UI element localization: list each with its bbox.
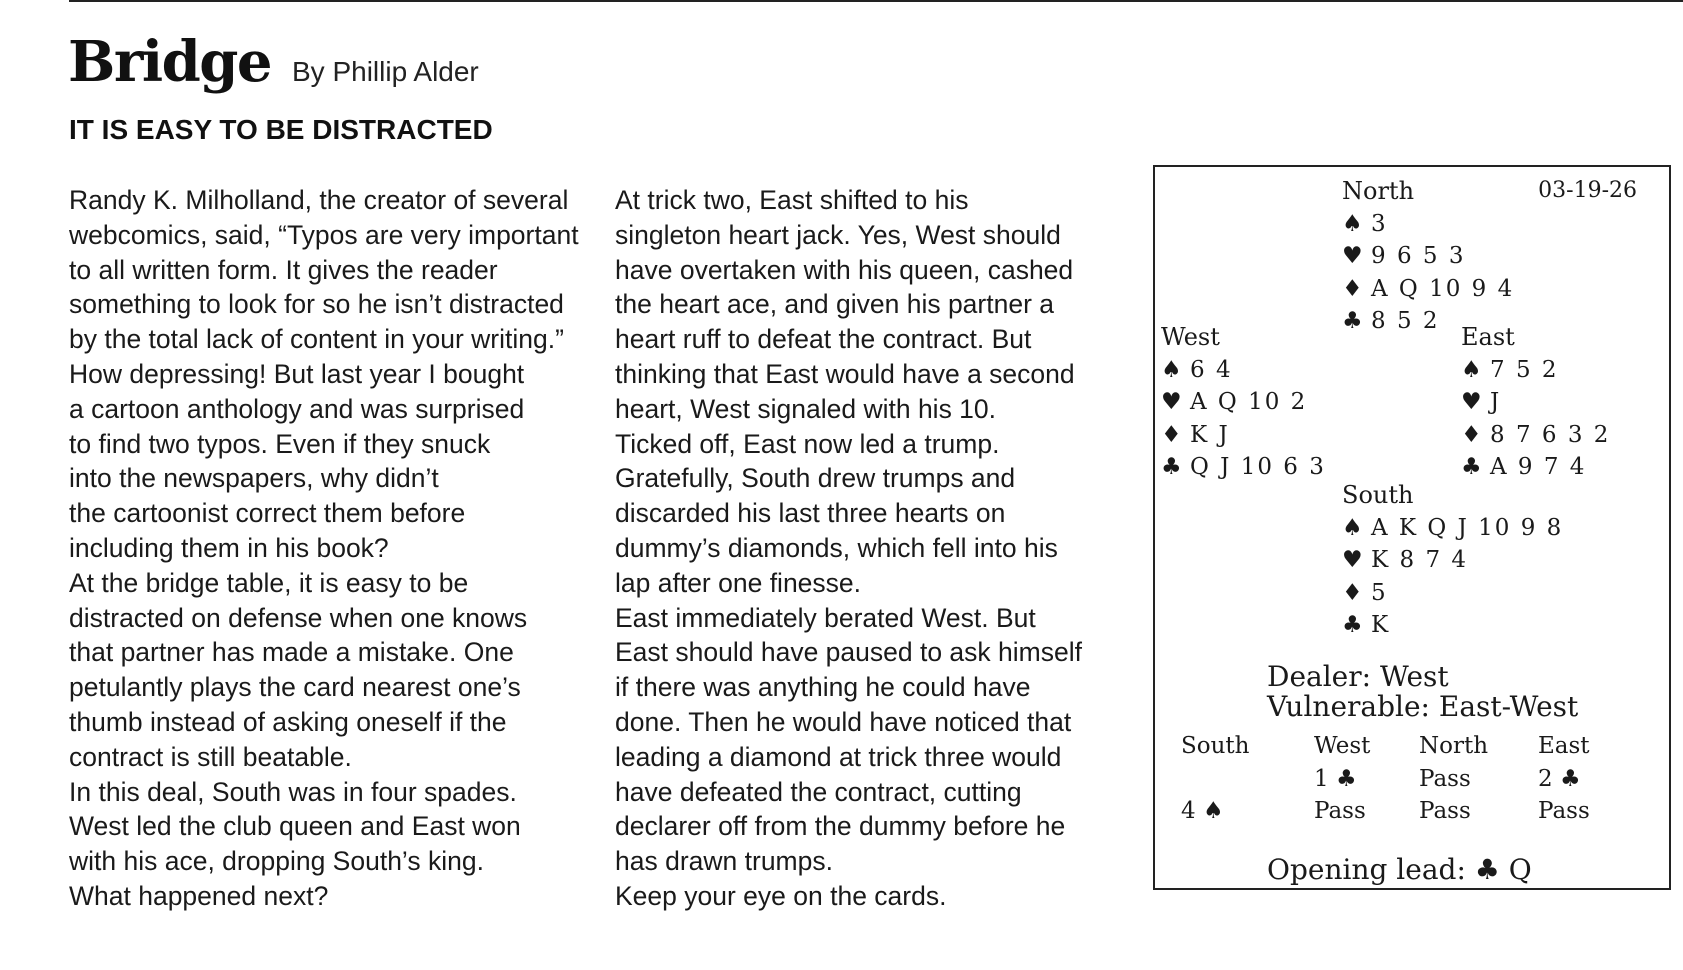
text-line: leading a diamond at trick three would	[615, 741, 1062, 772]
vulnerability-info: Vulnerable: East-West	[1267, 690, 1579, 723]
article-column-2	[615, 183, 1145, 914]
deal-date: 03-19-26	[1538, 178, 1637, 203]
cards: 7 5 2	[1490, 356, 1559, 383]
auction-row	[1181, 763, 1651, 796]
heart-icon: ♥	[1342, 547, 1363, 573]
text-line: into the newspapers, why didn’t	[69, 463, 439, 494]
heart-icon: ♥	[1161, 389, 1182, 415]
bridge-deal-diagram	[1153, 165, 1671, 890]
spade-icon: ♠	[1461, 356, 1482, 383]
text-line: to find two typos. Even if they snuck	[69, 428, 491, 459]
text-line: What happened next?	[69, 880, 329, 911]
suit-holding	[1342, 240, 1514, 273]
auction-header: North	[1419, 733, 1489, 759]
auction-bid: 4 ♠	[1181, 798, 1224, 824]
suit-holding	[1342, 208, 1514, 241]
suit-holding	[1461, 419, 1610, 452]
cards: Q J 10 6 3	[1190, 454, 1326, 480]
column-title: Bridge	[68, 29, 272, 95]
hand-west	[1161, 321, 1326, 484]
hand-name: West	[1161, 323, 1220, 351]
auction-header: South	[1181, 733, 1250, 759]
diamond-icon: ♦	[1342, 579, 1363, 606]
text-line: by the total lack of content in your writing.”	[69, 324, 564, 355]
suit-holding	[1342, 273, 1514, 306]
byline: By Phillip Alder	[292, 56, 479, 87]
text-line: with his ace, dropping South’s king.	[69, 846, 484, 877]
text-line: if there was anything he could have	[615, 672, 1031, 703]
auction-bid: 1 ♣	[1314, 765, 1357, 792]
hand-south	[1342, 479, 1563, 642]
hand-name: South	[1342, 481, 1414, 509]
auction-bid: Pass	[1419, 765, 1471, 792]
top-rule	[69, 0, 1683, 2]
text-line: Ticked off, East now led a trump.	[615, 428, 1000, 459]
auction-header: West	[1314, 733, 1371, 759]
text-line: singleton heart jack. Yes, West should	[615, 219, 1061, 250]
article-column-1	[69, 183, 599, 914]
auction-row	[1181, 795, 1651, 828]
hand-east	[1461, 321, 1610, 484]
auction-header: East	[1538, 733, 1590, 759]
text-line: lap after one finesse.	[615, 567, 862, 598]
text-line: thinking that East would have a second	[615, 358, 1075, 389]
text-line: discarded his last three hearts on	[615, 498, 1006, 529]
text-line: including them in his book?	[69, 532, 389, 563]
text-line: the cartoonist correct them before	[69, 498, 466, 529]
cards: K	[1371, 612, 1391, 638]
auction-table	[1181, 730, 1651, 828]
hand-name: North	[1342, 177, 1415, 205]
spade-icon: ♠	[1342, 514, 1363, 541]
text-line: heart, West signaled with his 10.	[615, 393, 997, 424]
text-line: has drawn trumps.	[615, 846, 833, 877]
text-line: East immediately berated West. But	[615, 602, 1036, 633]
heart-icon: ♥	[1342, 243, 1363, 269]
cards: 6 4	[1190, 356, 1233, 383]
heart-icon: ♥	[1461, 389, 1482, 415]
club-icon: ♣	[1342, 308, 1363, 334]
cards: A Q 10 9 4	[1371, 275, 1515, 302]
text-line: East should have paused to ask himself	[615, 637, 1082, 668]
text-line: done. Then he would have noticed that	[615, 706, 1072, 737]
diamond-icon: ♦	[1461, 421, 1482, 448]
text-line: dummy’s diamonds, which fell into his	[615, 532, 1058, 563]
cards: K J	[1190, 421, 1230, 448]
text-line: At the bridge table, it is easy to be	[69, 567, 469, 598]
text-line: the heart ace, and given his partner a	[615, 289, 1055, 320]
suit-holding	[1461, 354, 1610, 387]
cards: A Q 10 2	[1190, 389, 1308, 415]
text-line: In this deal, South was in four spades.	[69, 776, 517, 807]
cards: K 8 7 4	[1371, 547, 1469, 573]
dealer-info: Dealer: West	[1267, 660, 1449, 693]
auction-bid: Pass	[1538, 798, 1590, 824]
spade-icon: ♠	[1342, 210, 1363, 237]
text-line: something to look for so he isn’t distracted	[69, 289, 564, 320]
text-line: to all written form. It gives the reader	[69, 254, 498, 285]
diamond-icon: ♦	[1161, 421, 1182, 448]
text-line: declarer off from the dummy before he	[615, 811, 1066, 842]
cards: J	[1490, 389, 1502, 415]
text-line: contract is still beatable.	[69, 741, 352, 772]
text-line: Keep your eye on the cards.	[615, 880, 947, 911]
text-line: a cartoon anthology and was surprised	[69, 393, 525, 424]
cards: A K Q J 10 9 8	[1371, 514, 1564, 541]
text-line: How depressing! But last year I bought	[69, 358, 525, 389]
text-line: Randy K. Milholland, the creator of several	[69, 185, 569, 215]
text-line: webcomics, said, “Typos are very important	[69, 219, 579, 250]
auction-bid: Pass	[1419, 798, 1471, 824]
text-line: At trick two, East shifted to his	[615, 185, 969, 215]
diamond-icon: ♦	[1342, 275, 1363, 302]
suit-holding	[1342, 609, 1563, 642]
cards: 3	[1371, 210, 1388, 237]
suit-holding	[1161, 386, 1326, 419]
club-icon: ♣	[1161, 454, 1182, 480]
text-line: distracted on defense when one knows	[69, 602, 528, 633]
club-icon: ♣	[1461, 454, 1482, 480]
suit-holding	[1342, 544, 1563, 577]
suit-holding	[1342, 577, 1563, 610]
text-line: petulantly plays the card nearest one’s	[69, 672, 521, 703]
cards: 9 6 5 3	[1371, 243, 1466, 269]
suit-holding	[1461, 386, 1610, 419]
text-line: thumb instead of asking oneself if the	[69, 706, 507, 737]
cards: 5	[1371, 579, 1388, 606]
suit-holding	[1161, 354, 1326, 387]
text-line: Gratefully, South drew trumps and	[615, 463, 1016, 494]
text-line: that partner has made a mistake. One	[69, 637, 514, 668]
suit-holding	[1161, 451, 1326, 484]
text-line: have defeated the contract, cutting	[615, 776, 1022, 807]
cards: 8 7 6 3 2	[1490, 421, 1611, 448]
cards: A 9 7 4	[1490, 454, 1587, 480]
text-line: have overtaken with his queen, cashed	[615, 254, 1074, 285]
hand-name: East	[1461, 323, 1515, 351]
opening-lead: Opening lead: ♣ Q	[1267, 853, 1532, 886]
text-line: heart ruff to defeat the contract. But	[615, 324, 1032, 355]
text-line: West led the club queen and East won	[69, 811, 521, 842]
headline: IT IS EASY TO BE DISTRACTED	[69, 114, 493, 145]
club-icon: ♣	[1342, 612, 1363, 638]
suit-holding	[1161, 419, 1326, 452]
auction-bid: 2 ♣	[1538, 765, 1581, 792]
auction-bid: Pass	[1314, 798, 1366, 824]
suit-holding	[1342, 512, 1563, 545]
hand-north	[1342, 175, 1514, 338]
spade-icon: ♠	[1161, 356, 1182, 383]
auction-header-row	[1181, 730, 1651, 763]
cards: 8 5 2	[1371, 308, 1440, 334]
